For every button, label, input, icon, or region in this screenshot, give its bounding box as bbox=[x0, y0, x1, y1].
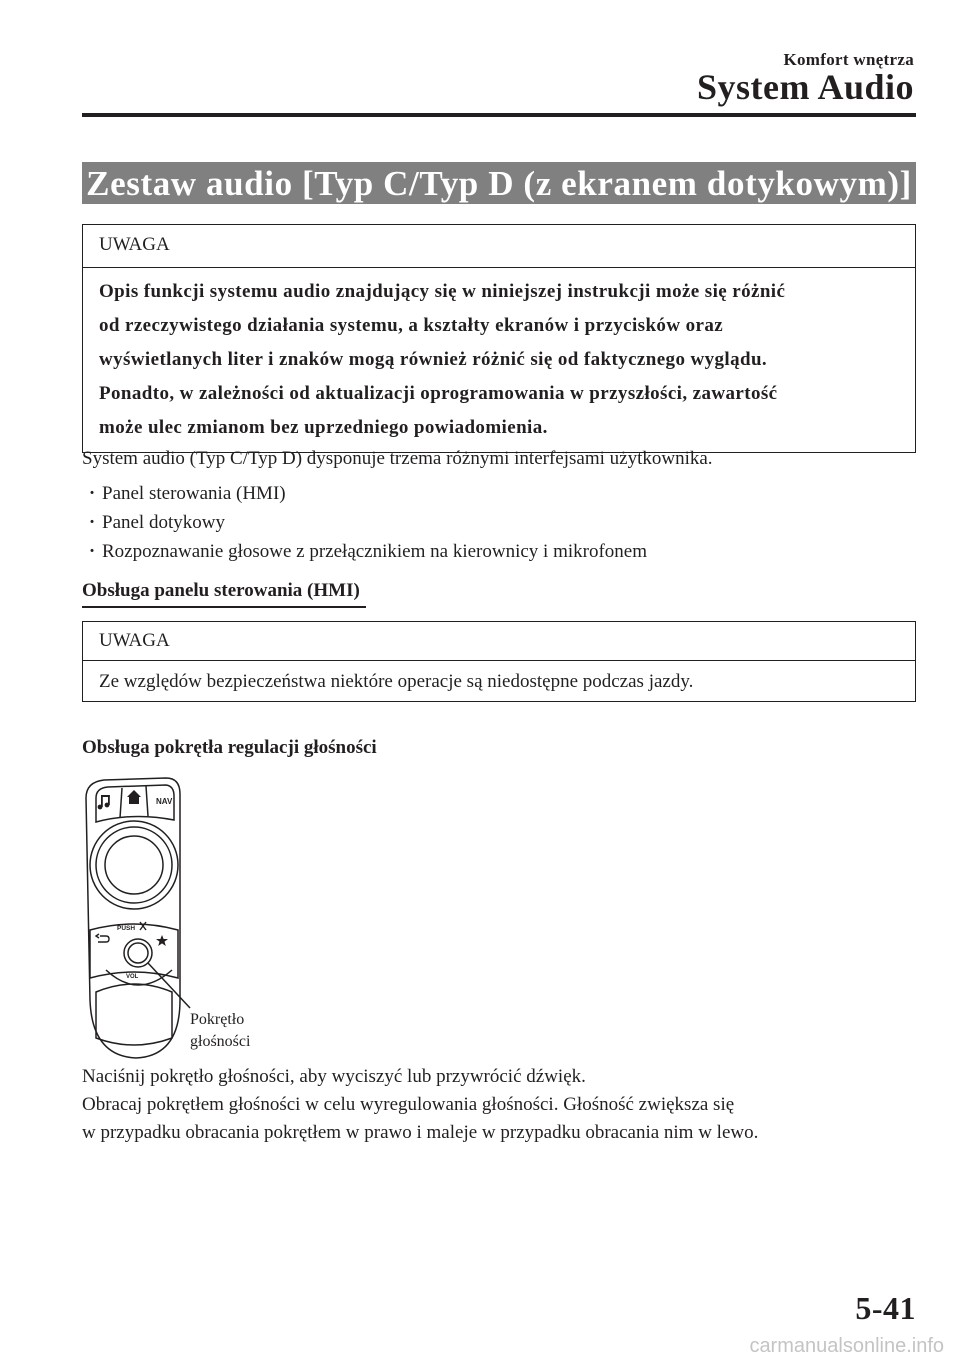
volume-knob-inner bbox=[128, 943, 148, 963]
hmi-heading bbox=[82, 580, 360, 602]
lower-button-panel bbox=[90, 924, 178, 978]
header-rule bbox=[82, 113, 916, 117]
note-line: może ulec zmianom bez uprzedniego powiadomienia. bbox=[99, 417, 548, 438]
note-line: od rzeczywistego działania systemu, a kształty ekranów i przycisków oraz bbox=[99, 315, 724, 336]
bullet-icon: · bbox=[88, 512, 96, 533]
home-icon bbox=[127, 790, 141, 804]
favorite-star-icon bbox=[156, 935, 168, 946]
note-label: UWAGA bbox=[83, 622, 915, 661]
commander-knob-face bbox=[105, 836, 163, 894]
list-item-text: Panel sterowania (HMI) bbox=[102, 483, 286, 504]
body-paragraph: w przypadku obracania pokrętłem w prawo i maleje w przypadku obracania nim w lewo. bbox=[82, 1122, 759, 1143]
intro-paragraph: System audio (Typ C/Typ D) dysponuje trzema różnymi interfejsami użytkownika. bbox=[82, 448, 713, 469]
list-item bbox=[82, 541, 647, 563]
note-label: UWAGA bbox=[83, 225, 915, 268]
commander-outer-body bbox=[86, 778, 180, 1058]
list-item-text: Rozpoznawanie głosowe z przełącznikiem na kierownicy i mikrofonem bbox=[102, 541, 647, 562]
bullet-icon: · bbox=[88, 541, 96, 562]
volume-knob-callout bbox=[190, 1009, 250, 1053]
note-body: Ze względów bezpieczeństwa niektóre operacje są niedostępne podczas jazdy. bbox=[99, 671, 694, 692]
push-label: PUSH bbox=[117, 925, 136, 932]
heading-underline bbox=[82, 606, 366, 608]
music-note-icon bbox=[98, 795, 110, 809]
note-line: Ponadto, w zależności od aktualizacji oprogramowania w przyszłości, zawartość bbox=[99, 383, 778, 404]
list-item-text: Panel dotykowy bbox=[102, 512, 225, 533]
chapter-title: System Audio bbox=[696, 67, 914, 107]
callout-line: głośności bbox=[190, 1033, 251, 1050]
commander-control-illustration bbox=[82, 770, 282, 1060]
watermark: carmanualsonline.info bbox=[749, 1335, 944, 1357]
note-box-disclaimer bbox=[82, 224, 916, 453]
button-divider bbox=[146, 786, 148, 816]
body-paragraph: Obracaj pokrętłem głośności w celu wyregulowania głośności. Głośność zwiększa się bbox=[82, 1094, 735, 1115]
note-box-safety bbox=[82, 621, 916, 702]
chapter-subtitle: Komfort wnętrza bbox=[783, 50, 914, 69]
back-arrow-icon bbox=[98, 936, 109, 942]
back-arrow-head bbox=[96, 934, 99, 938]
page-number: 5-41 bbox=[855, 1290, 916, 1326]
nav-label: NAV bbox=[156, 797, 173, 806]
button-divider bbox=[120, 788, 122, 818]
callout-line: Pokrętło bbox=[190, 1011, 245, 1028]
bullet-icon: · bbox=[88, 483, 96, 504]
vol-label: VOL bbox=[126, 974, 139, 980]
list-item bbox=[82, 512, 225, 534]
volume-heading: Obsługa pokrętła regulacji głośności bbox=[82, 737, 377, 758]
body-paragraph: Naciśnij pokrętło głośności, aby wyciszyć lub przywrócić dźwięk. bbox=[82, 1066, 586, 1087]
callout-leader-line bbox=[148, 963, 190, 1008]
palm-rest bbox=[96, 984, 172, 1045]
list-item bbox=[82, 483, 286, 505]
note-line: Opis funkcji systemu audio znajdujący się w niniejszej instrukcji może się różnić bbox=[99, 281, 786, 302]
commander-knob-ring bbox=[90, 821, 178, 909]
hmi-heading-text: Obsługa panelu sterowania (HMI) bbox=[82, 580, 360, 601]
note-body bbox=[83, 268, 915, 452]
section-title: Zestaw audio [Typ C/Typ D (z ekranem dotykowym)] bbox=[82, 162, 916, 204]
note-line: wyświetlanych liter i znaków mogą również różnić się od faktycznego wyglądu. bbox=[99, 349, 768, 370]
commander-knob-ring-inner bbox=[96, 827, 172, 903]
mute-icon bbox=[140, 922, 146, 930]
